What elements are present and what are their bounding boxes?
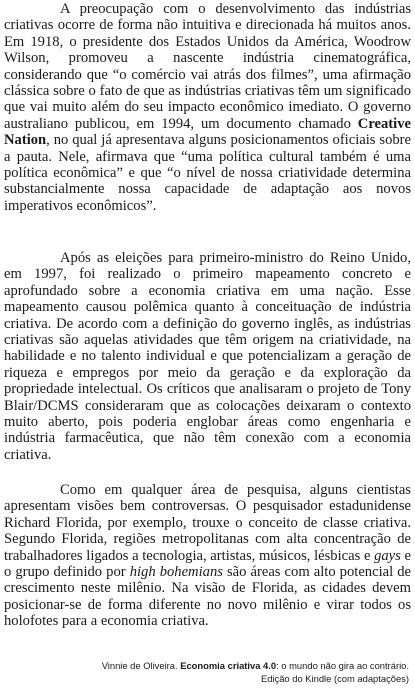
paragraph-1 <box>4 1 411 214</box>
paragraph-3-text-c: são áreas com alto potencial de crescimento neste milênio. Na visão de Florida, as cidades devem posicionar-se de forma diferente no novo milênio e virar todos os holofotes para a economia criativa. <box>4 564 411 630</box>
high-bohemians-term: high bohemians <box>129 564 223 581</box>
paragraph-1-text-a: A preocupação com o desenvolvimento das indústrias criativas ocorre de forma não intuitiva e direcionada há muitos anos. Em 1918, o presidente dos Estados Unidos da América, Woodrow Wilson, promoveu a nascente indústria cinematográfica, considerando que “o comércio vai atrás dos filmes”, uma afirmação clássica sobre o fato de que as indústrias criativas têm um significado que vai muito além do seu impacto econômico imediato. O governo australiano publicou, em 1994, um documento chamado <box>4 1 411 132</box>
source-citation <box>9 659 409 685</box>
document-page <box>4 0 411 691</box>
paragraph-2-text: Após as eleições para primeiro-ministro do Reino Unido, em 1997, foi realizado o primeiro mapeamento concreto e aprofundado sobre a economia criativa em uma nação. Esse mapeamento causou polêmica quanto à conceituação de indústria criativa. De acordo com a definição do governo inglês, as indústrias criativas são aquelas atividades que têm origem na criatividade, na habilidade e no talento individual e que potencializam a geração de riqueza e empregos por meio da geração e da exploração da propriedade intelectual. Os críticos que analisaram o projeto de Tony Blair/DCMS consideraram que as colocações deixaram o contexto muito aberto, pois poderia englobar áreas como engenharia e indústria farmacêutica, que não têm conexão com a economia criativa. <box>4 250 411 463</box>
source-author: Vinnie de Oliveira. <box>101 660 181 671</box>
paragraph-2 <box>4 250 411 463</box>
paragraph-3-text-a: Como em qualquer área de pesquisa, alguns cientistas apresentam visões bem controversas. O pesquisador estadunidense Richard Florida, por exemplo, trouxe o conceito de classe criativa. Segundo Florida, regiões metropolitanas com alta concentração de trabalhadores ligados a tecnologia, artistas, músicos, lésbicas e <box>4 482 411 564</box>
paragraph-3-text-b: e o grupo definido por <box>4 547 411 581</box>
source-edition: Edição do Kindle (com adaptações) <box>260 673 409 684</box>
source-title: Economia criativa 4.0 <box>180 660 277 671</box>
creative-nation-title: Creative Nation <box>4 115 411 149</box>
gays-term: gays <box>374 547 401 564</box>
paragraph-3 <box>4 482 411 630</box>
paragraph-1-text-b: , no qual já apresentava alguns posicionamentos oficiais sobre a pauta. Nele, afirmava que “uma política cultural também é uma política econômica” e que “o nível de nossa criatividade determina substancialmente nossa capacidade de adaptação aos novos imperativos econômicos”. <box>4 132 411 214</box>
source-line-1 <box>9 659 409 672</box>
source-subtitle: : o mundo não gira ao contrário. <box>276 660 409 671</box>
